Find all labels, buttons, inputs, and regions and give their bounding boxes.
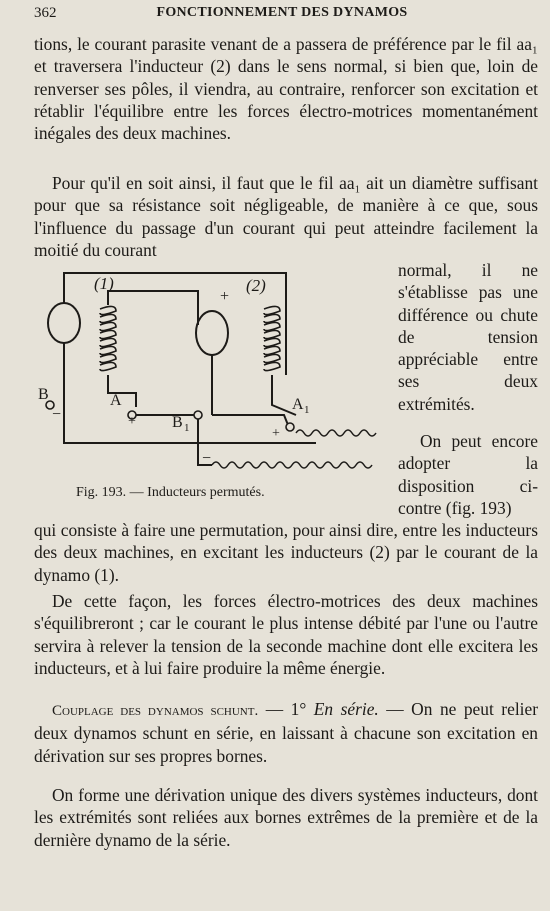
- page-header: [34, 5, 530, 27]
- label-b-minus: −: [52, 406, 62, 423]
- label-a-plus: +: [128, 414, 136, 429]
- label-b1: B: [172, 414, 183, 431]
- paragraph-3-side: [398, 430, 538, 519]
- paragraph-6-text: On forme une dérivation unique des divers systèmes inducteurs, dont les extrémités sont reliées aux bornes extrêmes de la première et de la dernière dynamo de la série.: [34, 785, 538, 850]
- paragraph-4: [34, 590, 538, 679]
- label-generator-2-plus: +: [220, 288, 230, 305]
- paragraph-2: [34, 172, 538, 261]
- paragraph-5: [34, 698, 538, 767]
- label-generator-2: (2): [246, 276, 266, 295]
- paragraph-4-text: De cette façon, les forces électro-motrices des deux machines s'équilibreront ; car le courant le plus intense débité par l'une ou l'autre servira à relever la tension de la seconde machine dont elle excitera les inducteurs, et à lui faire produire la même énergie.: [34, 591, 538, 678]
- section-heading-separator: —: [258, 699, 291, 719]
- paragraph-6: [34, 784, 538, 851]
- label-a1: A: [292, 396, 304, 413]
- paragraph-5-text: — On ne peut relier deux dynamos schunt en série, en laissant à chacune son excitation en dérivation sur ses propres bornes.: [34, 699, 538, 766]
- figure-caption: Fig. 193. — Inducteurs permutés.: [76, 485, 265, 500]
- terminal-a1: [286, 423, 294, 431]
- generator-2-armature: [196, 311, 228, 355]
- label-b: B: [38, 386, 49, 403]
- coil-2-windings: [264, 306, 280, 370]
- section-number: 1°: [290, 699, 307, 719]
- coil-1-windings: [100, 306, 116, 370]
- label-b1-sub: 1: [184, 422, 190, 434]
- wire-b1-a1: [212, 415, 288, 425]
- section-subheading: En série.: [313, 699, 379, 719]
- page-number: 362: [34, 5, 57, 21]
- label-a1-sub: 1: [304, 404, 310, 416]
- paragraph-1: tions, le courant parasite venant de a passera de préférence par le fil aa₁ et traversera l'inducteur (2) dans le sens normal, si bien que, loin de renverser ses pôles, il viendra, au contraire, renforcer son excitation et rétablir l'équilibre entre les forces électro-motrices momentanément inégales des deux machines.: [34, 34, 538, 144]
- output-leads: [212, 430, 376, 468]
- section-heading: Couplage des dynamos schunt.: [52, 703, 259, 719]
- paragraph-2-text: Pour qu'il en soit ainsi, il faut que le fil aa₁ ait un diamètre suffisant pour que sa résistance soit négligeable, de manière à ce que, sous l'influence du passage d'un courant qui peut atteindre facilement la moitié du courant: [34, 173, 538, 260]
- label-generator-1: (1): [94, 274, 114, 293]
- label-b1-minus: −: [202, 450, 212, 467]
- running-title: FONCTIONNEMENT DES DYNAMOS: [156, 5, 408, 20]
- generator-1-armature: [48, 303, 80, 343]
- terminal-b1: [194, 411, 202, 419]
- figure-193-diagram: [36, 265, 388, 483]
- paragraph-3-continued: qui consiste à faire une permutation, pour ainsi dire, entre les inducteurs des deux machines, en excitant les inducteurs (2) par le courant de la dynamo (1).: [34, 520, 538, 585]
- wire-inner-frame: [108, 291, 198, 325]
- label-a1-plus: +: [272, 426, 280, 441]
- paragraph-3-side-text: On peut encore adopter la disposition ci-contre (fig. 193): [398, 431, 538, 518]
- paragraph-2-side: normal, il ne s'établisse pas une différence ou chute de tension appréciable entre ses deux extrémités.: [398, 260, 538, 414]
- label-a: A: [110, 392, 122, 409]
